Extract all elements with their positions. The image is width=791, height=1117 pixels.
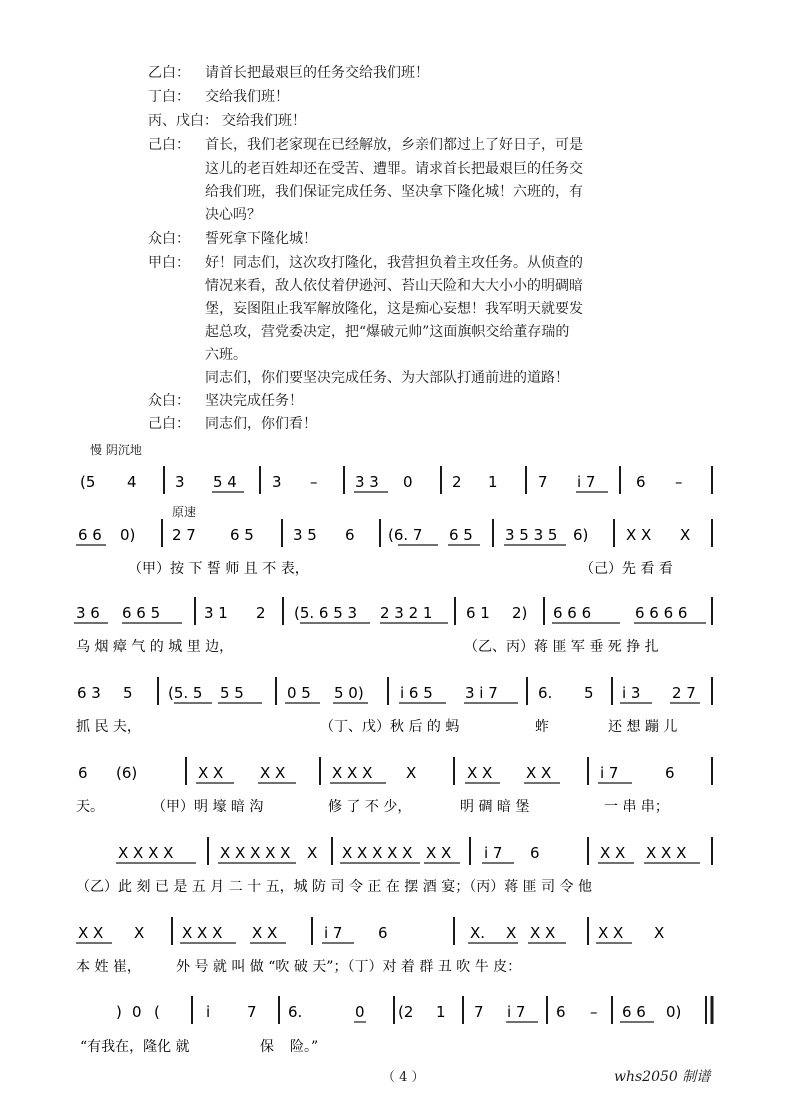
note: 5 bbox=[123, 684, 133, 702]
dialogue-line: 同志们，你们看！ bbox=[205, 416, 317, 432]
note: 0 bbox=[355, 1003, 365, 1021]
note: 6 bbox=[345, 526, 355, 544]
speaker-label: 甲白： bbox=[148, 255, 190, 271]
speaker-label: 众白： bbox=[148, 393, 190, 409]
note: X X bbox=[600, 844, 626, 862]
dialogue-line: 决心吗？ bbox=[205, 207, 261, 223]
dialogue-line: 坚决完成任务！ bbox=[205, 393, 303, 409]
note: 6 6 bbox=[622, 1003, 646, 1021]
note: X bbox=[134, 924, 145, 942]
note: 3 3 bbox=[355, 473, 379, 491]
note: 6 3 bbox=[77, 684, 101, 702]
lyric: 险。” bbox=[290, 1039, 319, 1055]
dialogue-line: 首长，我们老家现在已经解放，乡亲们都过上了好日子，可是 bbox=[205, 137, 583, 153]
note: 2) bbox=[512, 604, 528, 622]
note: i 7 bbox=[324, 924, 343, 942]
note: (5. 6 5 3 bbox=[294, 604, 358, 622]
lyric: （乙、丙）蒋 匪 军 垂 死 挣 扎 bbox=[464, 639, 659, 655]
dialogue-line: 起总攻，营党委决定，把“爆破元帅”这面旗帜交给董存瑞的 bbox=[205, 324, 570, 340]
lyric: （丁、戊）秋 后 的 蚂 bbox=[320, 719, 460, 735]
note: (6. 7 bbox=[388, 526, 423, 544]
note: 5 bbox=[584, 684, 594, 702]
note: 2 7 bbox=[172, 526, 196, 544]
staff-4 bbox=[76, 677, 712, 735]
note: 0 5 bbox=[287, 684, 311, 702]
note: X X bbox=[260, 764, 286, 782]
note: 7 bbox=[538, 473, 548, 491]
note: 4 bbox=[127, 473, 137, 491]
lyric: 修 了 不 少， bbox=[328, 799, 412, 815]
staff-1 bbox=[80, 466, 712, 494]
staff-3 bbox=[74, 597, 712, 655]
note: 6 1 bbox=[466, 604, 490, 622]
note: X X X bbox=[182, 924, 223, 942]
speaker-label: 己白： bbox=[148, 137, 190, 153]
lyric: 一 串 串； bbox=[604, 799, 669, 815]
lyric: （己）先 看 看 bbox=[580, 561, 673, 577]
lyric: 乌 烟 瘴 气 的 城 里 边， bbox=[76, 639, 234, 655]
note: 0) bbox=[120, 526, 136, 544]
note: i 3 bbox=[622, 684, 641, 702]
note: i 7 bbox=[507, 1003, 526, 1021]
speaker-label: 众白： bbox=[148, 231, 190, 247]
note: 2 3 2 1 bbox=[380, 604, 433, 622]
note: 1 bbox=[436, 1003, 446, 1021]
note: 3 bbox=[175, 473, 185, 491]
note: 6 bbox=[530, 844, 540, 862]
note: 5 5 bbox=[220, 684, 244, 702]
page-number: （ 4 ） bbox=[382, 1070, 425, 1085]
note: (2 bbox=[398, 1003, 414, 1021]
note: (5 bbox=[80, 473, 96, 491]
note: ) bbox=[116, 1003, 122, 1021]
speaker-label: 丁白： bbox=[148, 89, 190, 105]
note: 6 6 5 bbox=[122, 604, 161, 622]
note: X X X X bbox=[118, 844, 174, 862]
note: X X X bbox=[332, 764, 373, 782]
note: 3 5 bbox=[293, 526, 317, 544]
note: (5. 5 bbox=[168, 684, 203, 702]
staff-8 bbox=[80, 996, 712, 1055]
staff-2 bbox=[76, 519, 712, 577]
lyric: 蚱 bbox=[535, 719, 549, 735]
lyric: 保 bbox=[260, 1039, 274, 1055]
note: 3 bbox=[272, 473, 282, 491]
note: 6. bbox=[288, 1003, 303, 1021]
lyric: 外 号 就 叫 做 “吹 破 天”；（丁）对 着 群 丑 吹 牛 皮： bbox=[176, 959, 522, 975]
note: – bbox=[675, 473, 683, 491]
note: (6) bbox=[116, 764, 138, 782]
note: X X bbox=[426, 844, 452, 862]
note: 6 6 bbox=[78, 526, 102, 544]
note: 6 bbox=[665, 764, 675, 782]
lyric: （甲）明 壕 暗 沟 bbox=[152, 799, 264, 815]
note: X X bbox=[252, 924, 278, 942]
note: i 7 bbox=[484, 844, 503, 862]
note: X X bbox=[530, 924, 556, 942]
note: 6 6 6 6 bbox=[635, 604, 688, 622]
note: X X X X X bbox=[342, 844, 413, 862]
note: 2 bbox=[256, 604, 266, 622]
note: X X bbox=[626, 526, 652, 544]
note: i 7 bbox=[600, 764, 619, 782]
dialogue-line: 这儿的老百姓却还在受苦、遭罪。请求首长把最艰巨的任务交 bbox=[205, 161, 583, 177]
note: X bbox=[406, 764, 417, 782]
note: 6 5 bbox=[230, 526, 254, 544]
note: – bbox=[310, 473, 318, 491]
dialogue-line: 誓死拿下隆化城！ bbox=[205, 231, 317, 247]
note: 0 bbox=[132, 1003, 142, 1021]
staff-7 bbox=[76, 917, 664, 975]
lyric: （甲）按 下 誓 师 且 不 表， bbox=[128, 561, 309, 577]
note: 6. bbox=[538, 684, 553, 702]
note: 2 7 bbox=[672, 684, 696, 702]
note: X X bbox=[598, 924, 624, 942]
note: 6) bbox=[573, 526, 589, 544]
note: 6 bbox=[636, 473, 646, 491]
note: X X X bbox=[646, 844, 687, 862]
note: 3 5 3 5 bbox=[505, 526, 558, 544]
note: i bbox=[206, 1003, 211, 1021]
note: X X bbox=[467, 764, 493, 782]
note: 5 0) bbox=[334, 684, 364, 702]
note: 7 bbox=[247, 1003, 257, 1021]
note: X X bbox=[198, 764, 224, 782]
note: 6 5 bbox=[449, 526, 473, 544]
dialogue-line: 堡，妄图阻止我军解放隆化，这是痴心妄想！我军明天就要发 bbox=[205, 301, 583, 317]
note: 7 bbox=[474, 1003, 484, 1021]
dialogue-line: 六班。 bbox=[205, 347, 247, 363]
note: 3 6 bbox=[76, 604, 100, 622]
note: 6 6 6 bbox=[553, 604, 592, 622]
lyric: 本 姓 崔， bbox=[76, 959, 141, 975]
note: 3 i 7 bbox=[465, 684, 498, 702]
staff-6 bbox=[76, 837, 712, 895]
note: i 7 bbox=[577, 473, 596, 491]
note: 3 1 bbox=[204, 604, 228, 622]
note: 0 bbox=[403, 473, 413, 491]
note: ( bbox=[154, 1003, 160, 1021]
note: i 6 5 bbox=[400, 684, 433, 702]
lyric: 天。 bbox=[76, 799, 104, 815]
note: 2 bbox=[452, 473, 462, 491]
dialogue-line: 情况来看，敌人依仗着伊逊河、苔山天险和大大小小的明碉暗 bbox=[205, 278, 583, 294]
note: 1 bbox=[488, 473, 498, 491]
lyric: （乙）此 刻 已 是 五 月 二 十 五，城 防 司 令 正 在 摆 酒 宴；（丙）蒋 匪 司 令 他 bbox=[76, 879, 593, 895]
note: X bbox=[307, 844, 318, 862]
lyric: 抓 民 夫， bbox=[76, 719, 141, 735]
lyric: 还 想 蹦 儿 bbox=[608, 719, 678, 735]
note: X. bbox=[470, 924, 486, 942]
note: 0) bbox=[666, 1003, 682, 1021]
dialogue-line: 同志们，你们要坚决完成任务、为大部队打通前进的道路！ bbox=[205, 370, 569, 386]
lyric: 明 碉 暗 堡 bbox=[460, 799, 530, 815]
dialogue-line: 给我们班，我们保证完成任务、坚决拿下隆化城！六班的，有 bbox=[205, 184, 583, 200]
note: X X X X X bbox=[220, 844, 291, 862]
note: – bbox=[590, 1003, 598, 1021]
note: X bbox=[654, 924, 665, 942]
dialogue-line: 交给我们班！ bbox=[222, 113, 306, 129]
dialogue-line: 交给我们班！ bbox=[205, 89, 289, 105]
note: X bbox=[506, 924, 517, 942]
dialogue-line: 好！同志们，这次攻打隆化，我营担负着主攻任务。从侦查的 bbox=[205, 255, 583, 271]
note: 6 bbox=[378, 924, 388, 942]
note: 5 4 bbox=[213, 473, 237, 491]
tempo-mark-slow: 慢 阴沉地 bbox=[90, 443, 142, 457]
note: 6 bbox=[78, 764, 88, 782]
speaker-label: 己白： bbox=[148, 416, 190, 432]
score-credit: whs2050 制谱 bbox=[614, 1069, 711, 1085]
note: X X bbox=[526, 764, 552, 782]
staff-5 bbox=[76, 757, 712, 815]
speaker-label: 乙白： bbox=[148, 65, 190, 81]
note: 6 bbox=[556, 1003, 566, 1021]
lyric: “有我在，隆化 就 bbox=[80, 1039, 190, 1055]
tempo-mark-original: 原速 bbox=[172, 505, 197, 519]
dialogue-line: 请首长把最艰巨的任务交给我们班！ bbox=[205, 65, 429, 81]
speaker-label: 丙、戊白： bbox=[148, 113, 218, 129]
note: X X bbox=[78, 924, 104, 942]
note: X bbox=[680, 526, 691, 544]
